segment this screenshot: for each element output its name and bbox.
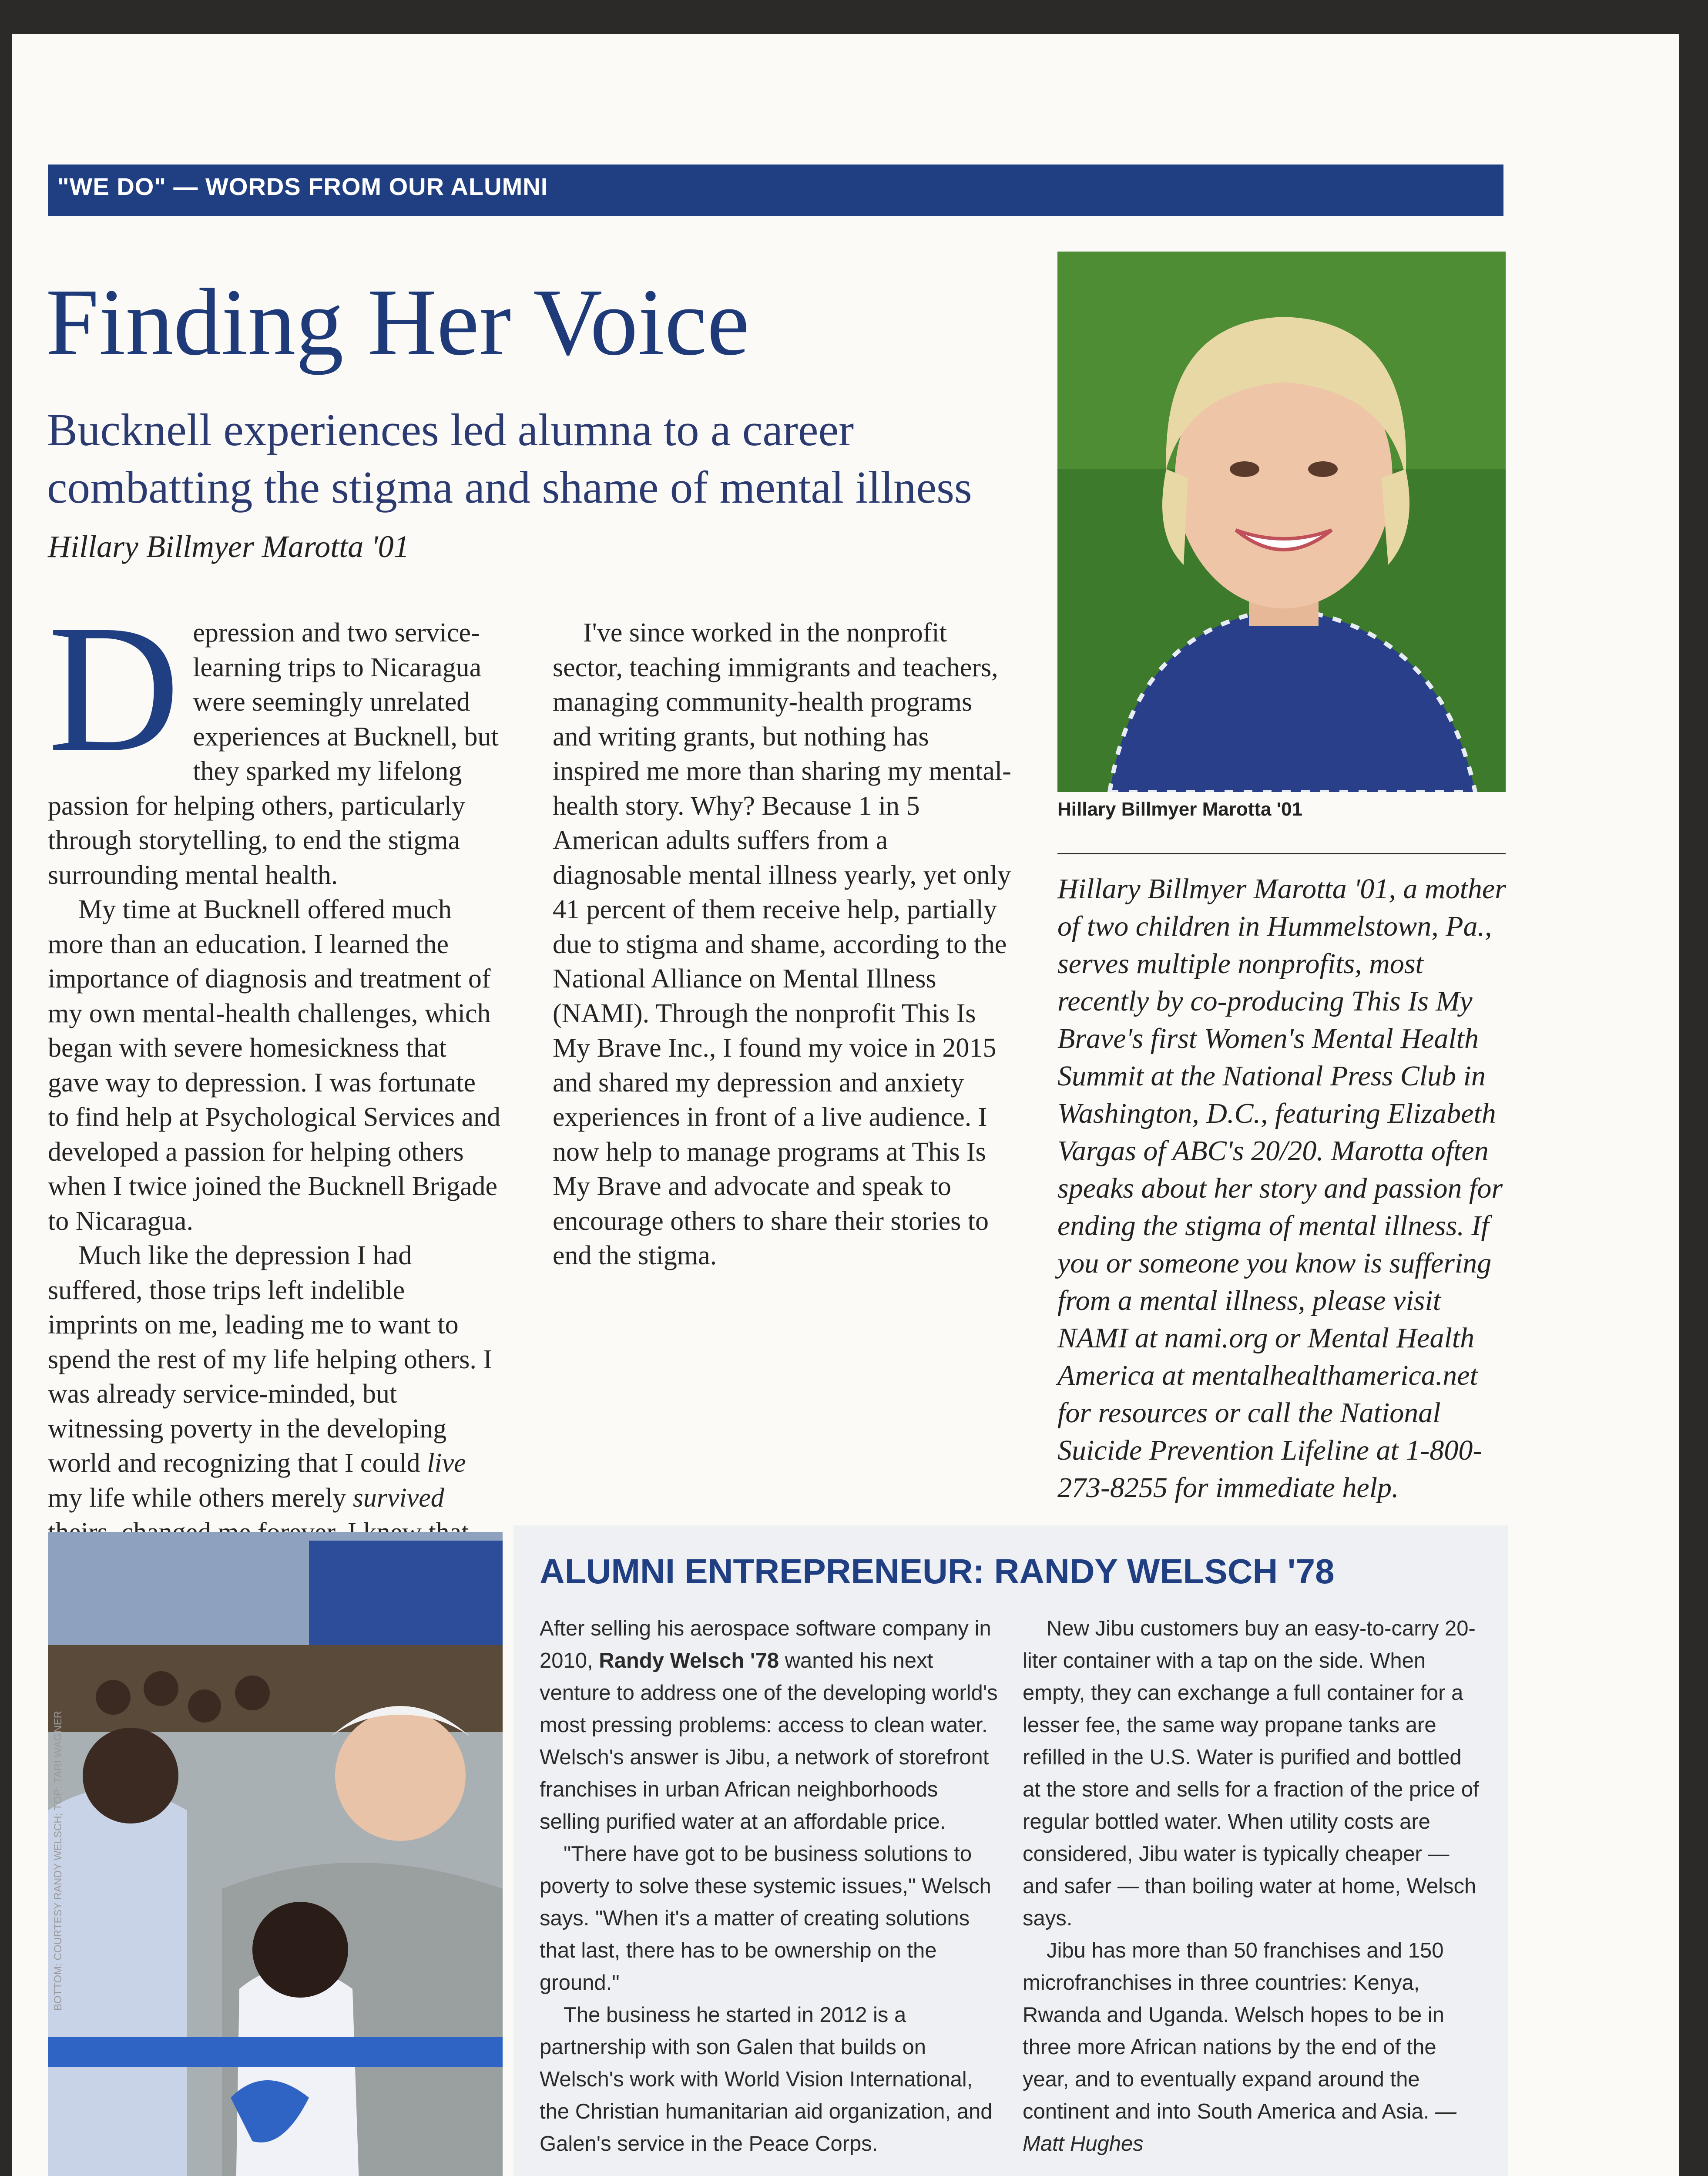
sidebar-paragraph: The business he started in 2012 is a partnership with son Galen that builds on Welsch's work with World Vision International, the Christian humanitarian aid organization, and Galen's service in the Peace Corps. (540, 2003, 993, 2156)
sidebar-column-2 (1023, 1612, 1484, 2160)
author-bio: Hillary Billmyer Marotta '01, a mother of two children in Hummelstown, Pa., serves multiple nonprofits, most recently by co-producing This Is My Brave's first Women's Mental Health Summit at the National Press Club in Washington, D.C., featuring Elizabeth Vargas of ABC's 20/20. Marotta often speaks about her story and passion for ending the stigma of mental illness. If you or someone you know is suffering from a mental illness, please visit NAMI at nami.org or Mental Health America at mentalhealthamerica.net for resources or call the National Suicide Prevention Lifeline at 1-800-273-8255 for immediate help. (1057, 873, 1506, 1504)
sidebar-box (513, 1525, 1508, 2176)
portrait-photo (1057, 252, 1506, 792)
sidebar-paragraph: Jibu has more than 50 franchises and 150 microfranchises in three countries: Kenya, Rwanda and Uganda. Welsch hopes to be in three more African nations by the end of the year, and to eventually expand around the continent and into South America and Asia. — Matt Hughes (1023, 1939, 1456, 2156)
ribbon-cutting-illustration (48, 1532, 503, 2176)
sidebar-title: ALUMNI ENTREPRENEUR: RANDY WELSCH '78 (540, 1552, 1335, 1591)
ribbon-cutting-photo (48, 1532, 503, 2176)
article-paragraph: My time at Bucknell offered much more than an education. I learned the importance of diagnosis and treatment of my own mental-health challenges, which began with severe homesickness that gave way to depression. I was fortunate to find help at Psychological Services and developed a passion for helping others when I twice joined the Bucknell Brigade to Nicaragua. (48, 895, 500, 1236)
article-paragraph: Much like the depression I had suffered, those trips left indelible imprints on me, leading me to want to spend the rest of my life helping others. I was already service-minded, but witnessing poverty in the developing world and recognizing that I could live my life while others merely survived (48, 1241, 493, 1513)
article-paragraph: Depression and two service-learning trips to Nicaragua were seemingly unrelated experiences at Bucknell, but they sparked my lifelong passion for helping others, particularly through storytelling, to end the stigma surrounding mental health. (48, 587, 499, 890)
article-title: Finding Her Voice (46, 269, 750, 375)
article-subtitle: Bucknell experiences led alumna to a career combatting the stigma and shame of mental illness (47, 404, 972, 513)
section-header-bar (48, 165, 1503, 216)
drop-cap: D (48, 587, 180, 789)
divider (1057, 853, 1506, 854)
article-column-2 (553, 616, 1012, 1273)
article-paragraph: I've since worked in the nonprofit sector, teaching immigrants and teachers, managing community-health programs and writing grants, but nothing has inspired me more than sharing my mental-health story. Why? Because 1 in 5 American adults suffers from a diagnosable mental illness yearly, yet only 41 percent of them receive help, partially due to stigma and shame, according to the National Alliance on Mental Illness (NAMI). Through the nonprofit This Is My Brave Inc., I found my voice in 2015 and shared my depression and anxiety experiences in front of a live audience. I now help to manage programs at This Is My Brave and advocate and speak to encourage others to share their stories to end the stigma. (553, 618, 1011, 1270)
portrait-caption: Hillary Billmyer Marotta '01 (1057, 799, 1303, 820)
sidebar-column-1 (540, 1612, 1001, 2160)
portrait-illustration (1057, 252, 1506, 792)
sidebar-paragraph: New Jibu customers buy an easy-to-carry 20-liter container with a tap on the side. When empty, they can exchange a full container for a lesser fee, the same way propane tanks are refilled in the U.S. Water is purified and bottled at the store and sells for a fraction of the price of regular bottled water. When utility costs are considered, Jibu water is typically cheaper — and safer — than boiling water at home, Welsch says. (1023, 1617, 1479, 1930)
article-column-1 (48, 587, 500, 1619)
article-byline: Hillary Billmyer Marotta '01 (48, 529, 409, 564)
sidebar-paragraph: After selling his aerospace software company in 2010, Randy Welsch '78 wanted his next venture to address one of the developing world's most pressing problems: access to clean water. Welsch's answer is Jibu, a network of storefront franchises in urban African neighborhoods selling purified water at an affordable price. (540, 1617, 998, 1833)
sidebar-paragraph: "There have got to be business solutions to poverty to solve these systemic issues," Welsch says. "When it's a matter of creating solutions that last, there has to be ownership on the ground." (540, 1842, 991, 1995)
section-label: "WE DO" — WORDS FROM OUR ALUMNI (57, 173, 548, 200)
photo-credit: BOTTOM: COURTESY RANDY WELSCH; TOP: TARI WAGNER (52, 1710, 64, 2011)
